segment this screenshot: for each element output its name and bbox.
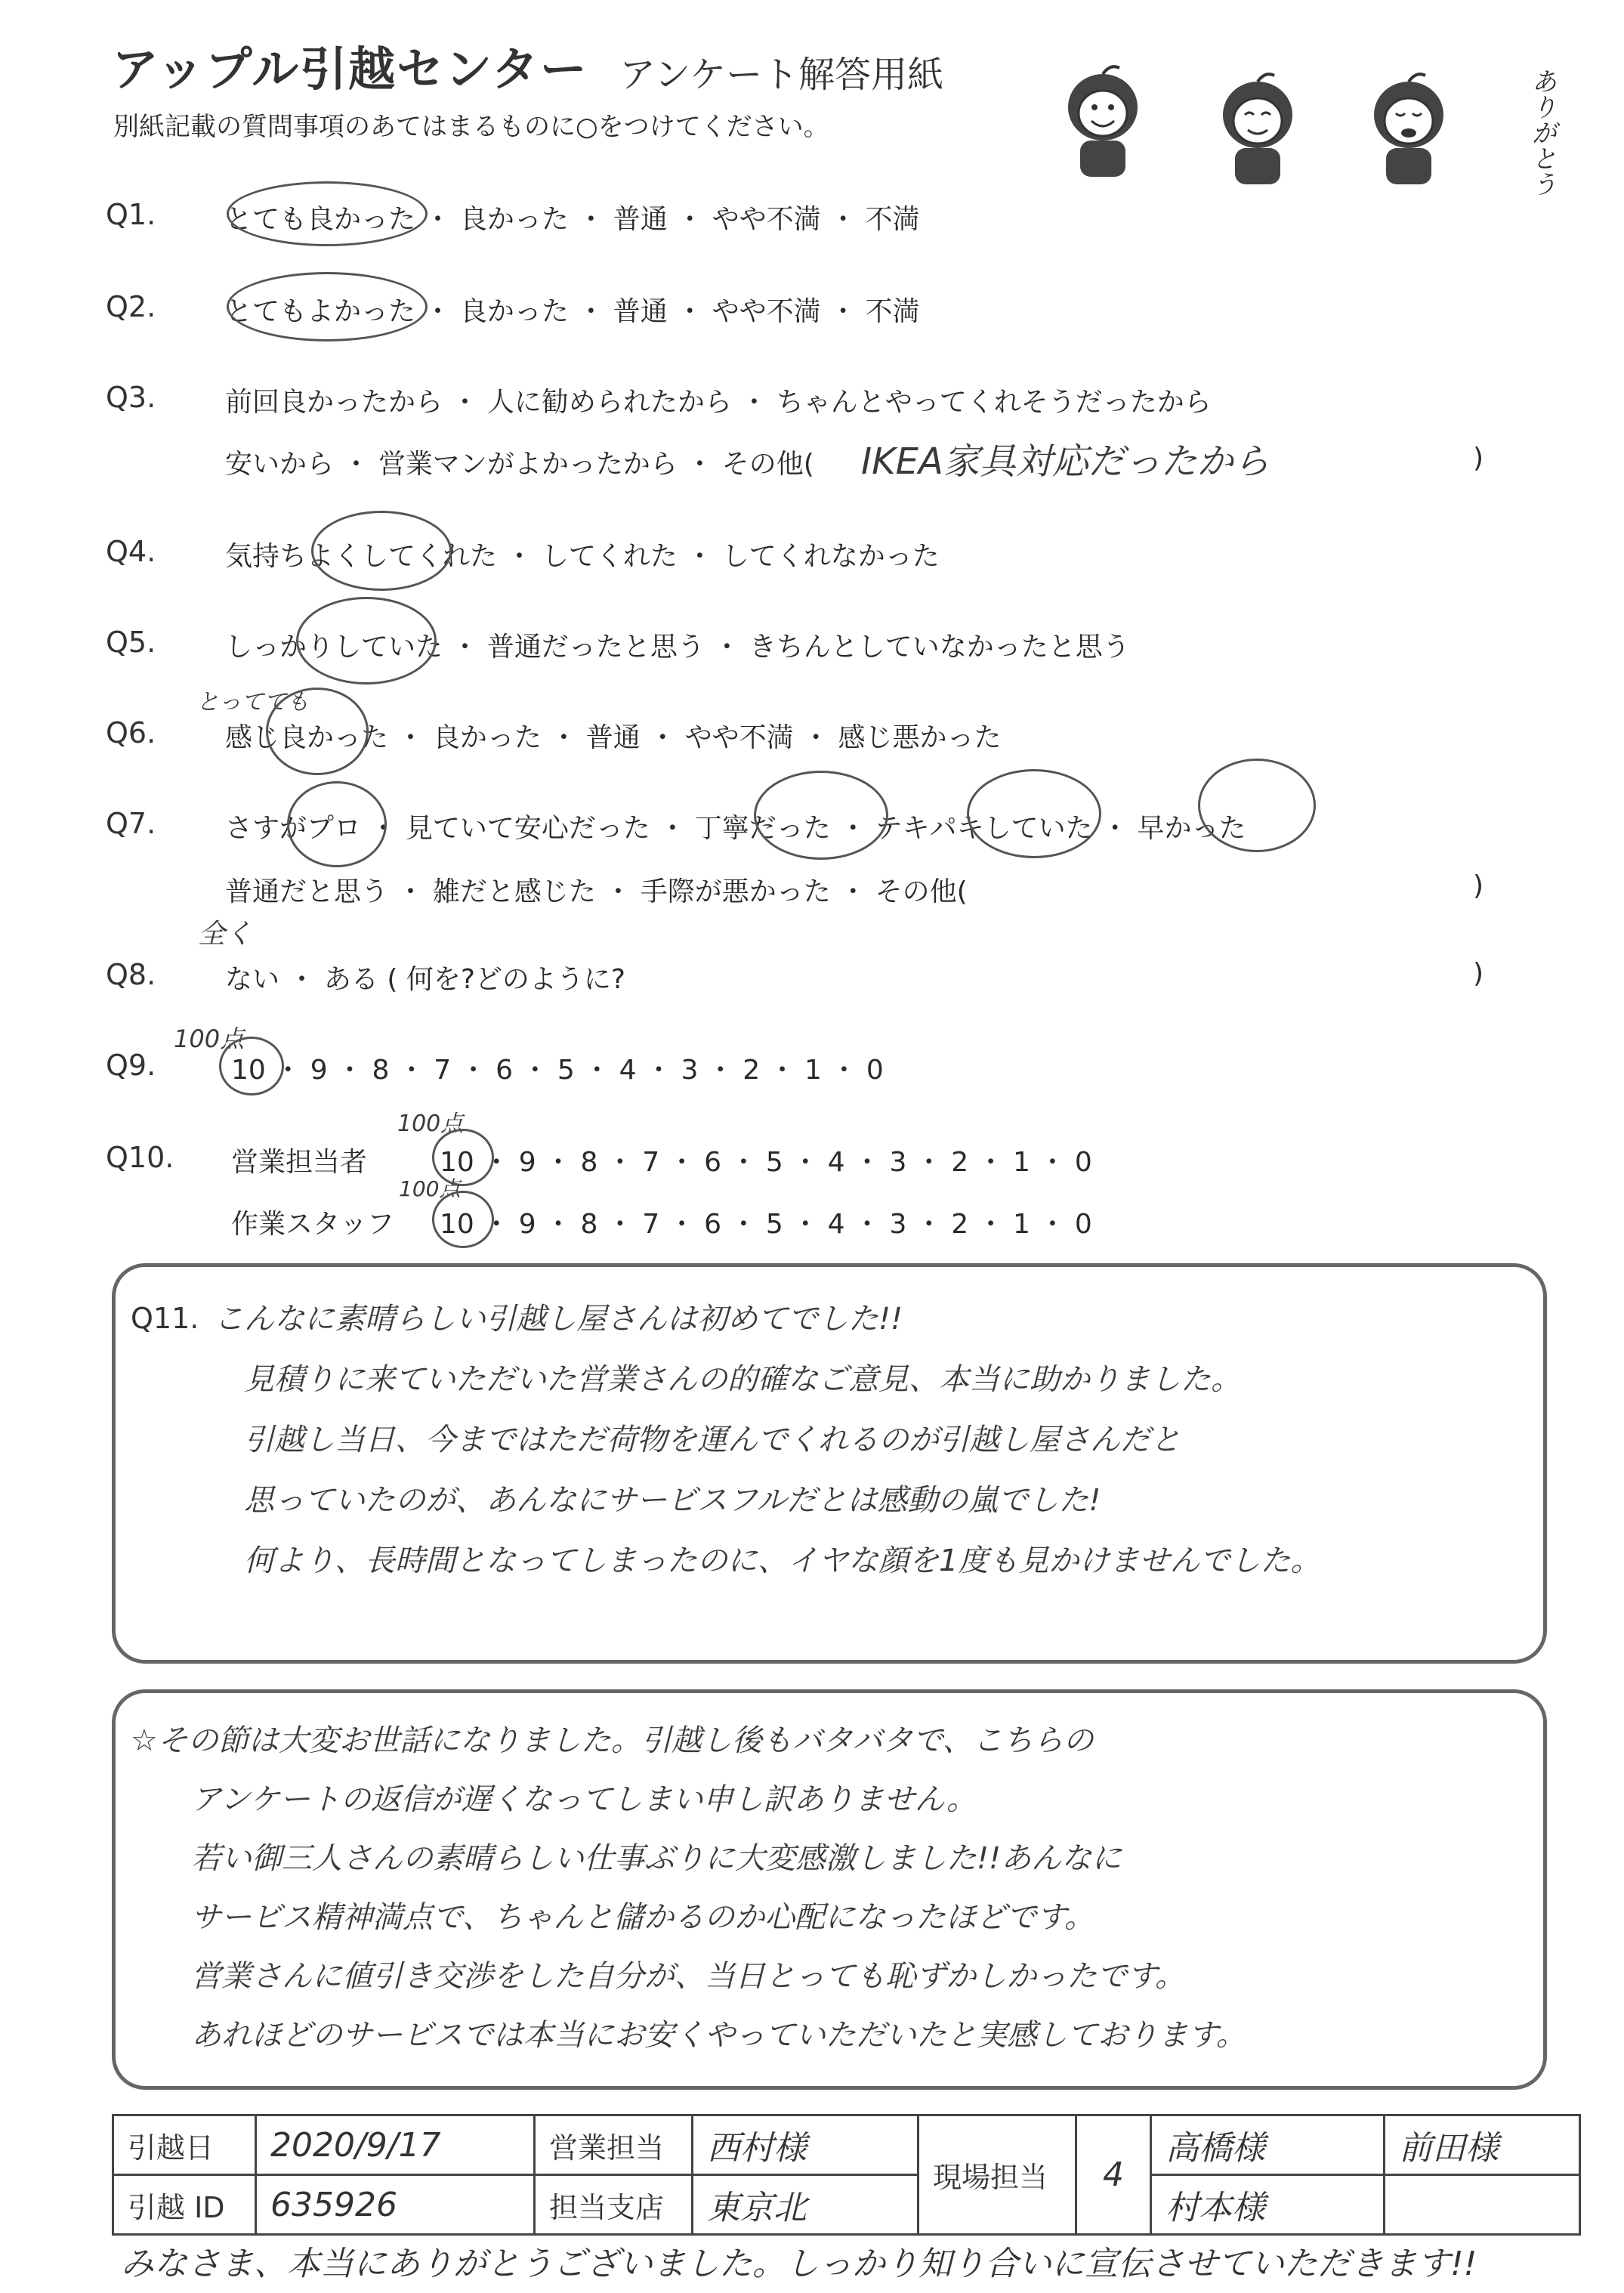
q10-staff-label: 作業スタッフ bbox=[231, 1209, 395, 1240]
q10-label: Q10. bbox=[106, 1141, 174, 1174]
q9-scale: 10 ・ 9 ・ 8 ・ 7 ・ 6 ・ 5 ・ 4 ・ 3 ・ 2 ・ 1 ・ 0 bbox=[231, 1055, 884, 1086]
monkey-2-icon bbox=[1209, 68, 1307, 189]
sales-value: 西村様 bbox=[693, 2115, 919, 2175]
form-subtitle: アンケート解答用紙 bbox=[619, 54, 944, 96]
q1-label: Q1. bbox=[106, 198, 156, 231]
q11-line-3: 引越し当日、今まではただ荷物を運んでくれるのが引越し屋さんだと bbox=[244, 1423, 1181, 1457]
q10-staff-circle bbox=[432, 1191, 494, 1248]
comment-line-4: サービス精神満点で、ちゃんと儲かるのか心配になったほどです。 bbox=[191, 1900, 1095, 1935]
q7-options-line1: さすがプロ ・ 見ていて安心だった ・ 丁寧だった ・ テキパキしていた ・ 早かった bbox=[225, 813, 1246, 844]
move-id-label: 引越 ID bbox=[113, 2175, 256, 2235]
q11-line-4: 思っていたのが、あんなにサービスフルだとは感動の嵐でした! bbox=[244, 1483, 1101, 1518]
q11-line-2: 見積りに来ていただいた営業さんの的確なご意見、本当に助かりました。 bbox=[244, 1362, 1241, 1397]
site-staff-empty bbox=[1385, 2175, 1580, 2235]
q8-handwritten-note: 全く bbox=[198, 919, 253, 950]
q10-sales-handwritten-note: 100点 bbox=[397, 1111, 464, 1137]
footer-handwritten-message: みなさま、本当にありがとうございました。しっかり知り合いに宣伝させていただきます!! bbox=[121, 2245, 1477, 2283]
site-count: 4 bbox=[1076, 2115, 1151, 2235]
q7-circle-polite bbox=[754, 771, 888, 860]
q7-circle-pro bbox=[287, 781, 387, 867]
move-date-value: 2020/9/17 bbox=[256, 2115, 535, 2175]
monkey-1-icon bbox=[1054, 60, 1152, 181]
q3-options-line1: 前回良かったから ・ 人に勧められたから ・ ちゃんとやってくれそうだったから bbox=[225, 387, 1212, 418]
q10-staff-scale: 10 ・ 9 ・ 8 ・ 7 ・ 6 ・ 5 ・ 4 ・ 3 ・ 2 ・ 1 ・ 0 bbox=[440, 1209, 1092, 1240]
q7-label: Q7. bbox=[106, 807, 156, 840]
q3-handwritten-other: IKEA家具対応だったから bbox=[861, 440, 1270, 483]
q9-answer-circle bbox=[219, 1037, 284, 1096]
monkey-3-icon bbox=[1360, 68, 1458, 189]
q10-sales-label: 営業担当者 bbox=[231, 1147, 368, 1178]
company-title: アップル引越センター bbox=[112, 42, 588, 97]
q7-circle-brisk bbox=[967, 769, 1101, 858]
instruction-text: 別紙記載の質問事項のあてはまるものに○をつけてください。 bbox=[113, 112, 829, 142]
q2-label: Q2. bbox=[106, 290, 156, 323]
q10-sales-scale: 10 ・ 9 ・ 8 ・ 7 ・ 6 ・ 5 ・ 4 ・ 3 ・ 2 ・ 1 ・ 0 bbox=[440, 1147, 1092, 1178]
thanks-text: ありがとう bbox=[1527, 68, 1557, 196]
q4-options: 気持ちよくしてくれた ・ してくれた ・ してくれなかった bbox=[225, 541, 940, 572]
q9-label: Q9. bbox=[106, 1049, 156, 1082]
q1-options: とても良かった ・ 良かった ・ 普通 ・ やや不満 ・ 不満 bbox=[225, 204, 920, 235]
q6-label: Q6. bbox=[106, 716, 156, 749]
q4-answer-circle bbox=[311, 511, 452, 591]
q6-handwritten-note: とってても bbox=[196, 689, 310, 715]
q11-label: Q11. bbox=[131, 1302, 199, 1335]
q3-close-paren: ) bbox=[1473, 443, 1484, 474]
q5-options: しっかりしていた ・ 普通だったと思う ・ きちんとしていなかったと思う bbox=[225, 632, 1130, 663]
q6-options: 感じ良かった ・ 良かった ・ 普通 ・ やや不満 ・ 感じ悪かった bbox=[225, 722, 1002, 753]
sales-label: 営業担当 bbox=[535, 2115, 693, 2175]
q7-close-paren: ) bbox=[1473, 870, 1484, 901]
q6-answer-circle bbox=[266, 688, 369, 775]
comment-line-2: アンケートの返信が遅くなってしまい申し訳ありません。 bbox=[191, 1782, 977, 1817]
q4-label: Q4. bbox=[106, 535, 156, 568]
q7-options-line2: 普通だと思う ・ 雑だと感じた ・ 手際が悪かった ・ その他( bbox=[225, 876, 968, 907]
q1-answer-circle bbox=[227, 181, 428, 246]
branch-value: 東京北 bbox=[693, 2175, 919, 2235]
move-date-label: 引越日 bbox=[113, 2115, 256, 2175]
q11-line-1: こんなに素晴らしい引越し屋さんは初めてでした!! bbox=[214, 1302, 903, 1337]
q2-answer-circle bbox=[227, 272, 428, 341]
q2-options: とてもよかった ・ 良かった ・ 普通 ・ やや不満 ・ 不満 bbox=[225, 296, 920, 327]
comment-line-1: ☆その節は大変お世話になりました。引越し後もバタバタで、こちらの bbox=[131, 1723, 1094, 1758]
site-label: 現場担当 bbox=[919, 2115, 1076, 2235]
free-comment-box bbox=[112, 1689, 1547, 2090]
q9-handwritten-note: 100点 bbox=[174, 1024, 245, 1053]
q8-label: Q8. bbox=[106, 958, 156, 991]
q11-comment-box bbox=[112, 1263, 1547, 1664]
comment-line-3: 若い御三人さんの素晴らしい仕事ぶりに大変感激しました!!あんなに bbox=[191, 1841, 1122, 1876]
q8-close-paren: ) bbox=[1473, 958, 1484, 989]
branch-label: 担当支店 bbox=[535, 2175, 693, 2235]
site-staff-1: 高橋様 bbox=[1151, 2115, 1385, 2175]
comment-line-6: あれほどのサービスでは本当にお安くやっていただいたと実感しております。 bbox=[191, 2018, 1246, 2053]
move-info-table bbox=[112, 2114, 1581, 2236]
site-staff-3: 村本様 bbox=[1151, 2175, 1385, 2235]
move-id-value: 635926 bbox=[256, 2175, 535, 2235]
q8-options: ない ・ ある ( 何を?どのように? bbox=[225, 964, 626, 995]
q5-answer-circle bbox=[296, 597, 437, 685]
q7-circle-fast bbox=[1198, 759, 1316, 852]
site-staff-2: 前田様 bbox=[1385, 2115, 1580, 2175]
q3-label: Q3. bbox=[106, 381, 156, 414]
q10-staff-handwritten-note: 100点 bbox=[399, 1176, 461, 1201]
q11-line-5: 何より、長時間となってしまったのに、イヤな顔を1度も見かけませんでした。 bbox=[244, 1544, 1321, 1578]
q3-options-line2: 安いから ・ 営業マンがよかったから ・ その他( bbox=[225, 449, 814, 480]
comment-line-5: 営業さんに値引き交渉をした自分が、当日とっても恥ずかしかったです。 bbox=[191, 1959, 1185, 1994]
q5-label: Q5. bbox=[106, 626, 156, 659]
